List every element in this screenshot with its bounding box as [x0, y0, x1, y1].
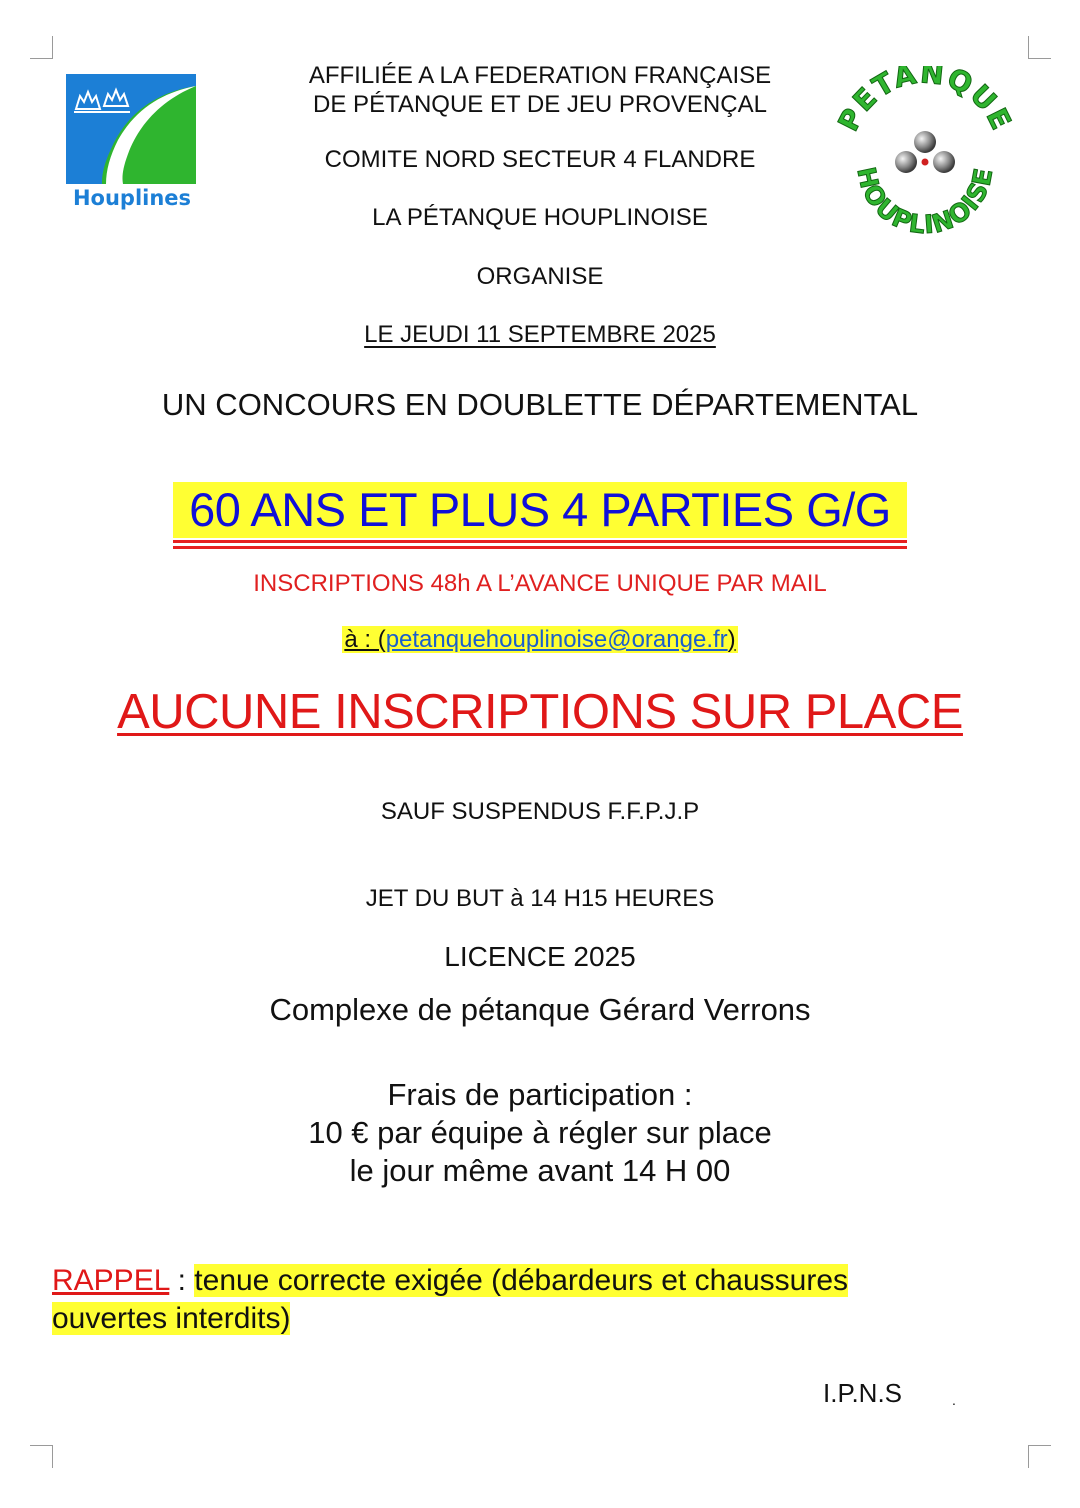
club-logo-bottom-text: HOUPLINOISE — [851, 164, 999, 240]
affiliation-line-2: DE PÉTANQUE ET DE JEU PROVENÇAL — [313, 91, 767, 118]
crop-mark-bottom-left — [30, 1445, 53, 1468]
footer-dot: . — [952, 1392, 956, 1408]
event-date: LE JEUDI 11 SEPTEMBRE 2025 — [364, 321, 716, 348]
registration-notice: INSCRIPTIONS 48h A L’AVANCE UNIQUE PAR MAIL — [253, 570, 827, 597]
club-logo-top-text: PETANQUE — [831, 66, 1019, 137]
start-time: JET DU BUT à 14 H15 HEURES — [365, 885, 715, 912]
crop-mark-bottom-right — [1028, 1445, 1051, 1468]
email-prefix: à : ( — [344, 626, 386, 653]
crop-mark-top-right — [1028, 36, 1051, 59]
licence-requirement: LICENCE 2025 — [444, 941, 636, 972]
exception-note: SAUF SUSPENDUS F.F.P.J.P — [380, 798, 700, 825]
club-name: LA PÉTANQUE HOUPLINOISE — [372, 204, 708, 231]
reminder-label: RAPPEL — [52, 1264, 170, 1297]
headline-underline-bottom — [173, 546, 907, 549]
affiliation-line-1: AFFILIÉE A LA FEDERATION FRANÇAISE — [308, 62, 772, 89]
committee-name: COMITE NORD SECTEUR 4 FLANDRE — [324, 146, 756, 173]
crop-mark-top-left — [30, 36, 53, 59]
no-onsite-registration: AUCUNE INSCRIPTIONS SUR PLACE — [117, 685, 963, 739]
contest-type: UN CONCOURS EN DOUBLETTE DÉPARTEMENTAL — [161, 387, 919, 422]
reminder — [52, 1262, 952, 1338]
fees-line-1: Frais de participation : — [387, 1077, 693, 1112]
email-line — [0, 626, 1080, 654]
reminder-separator: : — [169, 1264, 195, 1297]
headline-underline-top — [173, 540, 907, 543]
houplines-logo-name: Houplines — [72, 186, 192, 210]
email-link[interactable]: petanquehouplinoise@orange.fr — [385, 626, 728, 653]
email-suffix: ) — [727, 626, 736, 653]
ipns-mention: I.P.N.S — [823, 1378, 903, 1408]
venue-name: Complexe de pétanque Gérard Verrons — [269, 992, 811, 1027]
fees-line-2: 10 € par équipe à régler sur place — [308, 1115, 772, 1150]
organise-label: ORGANISE — [476, 263, 604, 290]
fees-line-3: le jour même avant 14 H 00 — [349, 1153, 731, 1188]
category-headline: 60 ANS ET PLUS 4 PARTIES G/G — [173, 482, 907, 538]
reminder-text: tenue correcte exigée (débardeurs et chaussures ouvertes interdits) — [52, 1264, 849, 1335]
